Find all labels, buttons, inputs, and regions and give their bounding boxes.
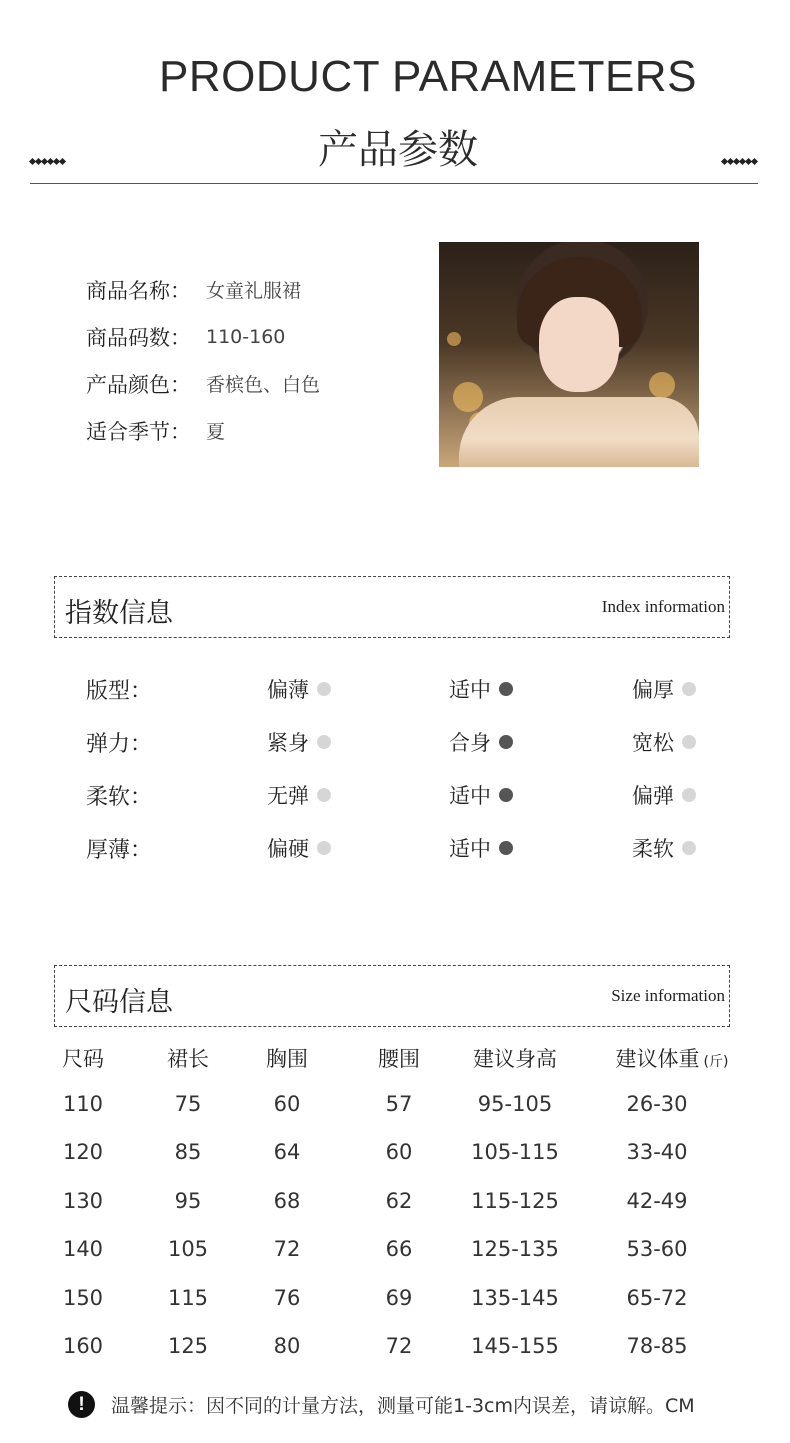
selected-dot-icon xyxy=(499,788,513,802)
param-value: 夏 xyxy=(206,421,226,443)
table-row xyxy=(54,1324,744,1373)
param-key: 商品码数： xyxy=(86,325,191,350)
index-option xyxy=(449,727,513,757)
index-option-label: 偏硬 xyxy=(267,837,309,861)
index-option-label: 柔软 xyxy=(632,837,674,861)
index-row xyxy=(86,821,726,874)
table-row xyxy=(54,1227,744,1276)
index-row xyxy=(86,662,726,715)
param-row-color xyxy=(86,360,320,407)
size-table xyxy=(54,1033,744,1373)
index-option-label: 合身 xyxy=(449,731,491,755)
table-cell: 69 xyxy=(385,1285,413,1310)
index-option xyxy=(267,833,331,863)
size-notice xyxy=(68,1391,695,1418)
selected-dot-icon xyxy=(499,682,513,696)
table-cell: 105 xyxy=(167,1237,209,1261)
table-cell: 64 xyxy=(273,1140,301,1164)
index-option xyxy=(267,727,331,757)
table-cell: 68 xyxy=(273,1188,301,1213)
table-cell: 115-125 xyxy=(471,1188,559,1213)
size-header-label: 尺码 xyxy=(62,1047,104,1071)
index-label: 柔软： xyxy=(86,785,153,810)
index-option xyxy=(449,674,513,704)
table-cell: 95-105 xyxy=(477,1091,553,1116)
table-row xyxy=(54,1179,744,1228)
index-label: 版型： xyxy=(86,679,153,704)
table-cell: 80 xyxy=(273,1334,301,1358)
table-row xyxy=(54,1276,744,1325)
selected-dot-icon xyxy=(499,841,513,855)
param-value: 香槟色、白色 xyxy=(206,374,321,396)
size-header-label: 腰围 xyxy=(378,1047,420,1071)
dot-icon xyxy=(682,682,696,696)
size-section-header xyxy=(54,965,730,1027)
index-section-title: 指数信息 xyxy=(65,598,173,629)
dot-icon xyxy=(682,788,696,802)
table-cell: 60 xyxy=(273,1091,301,1116)
param-key: 商品名称： xyxy=(86,278,191,303)
size-header-cell xyxy=(378,1043,420,1073)
size-header-label: 建议体重 xyxy=(615,1047,700,1071)
size-header-label: 胸围 xyxy=(266,1047,308,1071)
table-cell: 95 xyxy=(174,1188,202,1213)
index-option-label: 适中 xyxy=(449,678,491,702)
table-cell: 62 xyxy=(385,1188,413,1213)
size-table-header xyxy=(54,1033,744,1082)
index-option-label: 紧身 xyxy=(267,731,309,755)
warning-icon: ! xyxy=(68,1391,95,1418)
index-option xyxy=(632,780,696,810)
param-key: 产品颜色： xyxy=(86,372,191,397)
index-option-label: 无弹 xyxy=(267,784,309,808)
index-section-header xyxy=(54,576,730,638)
table-cell: 85 xyxy=(174,1140,202,1164)
table-cell: 66 xyxy=(385,1237,413,1261)
table-cell: 60 xyxy=(385,1140,413,1164)
table-cell: 26-30 xyxy=(626,1091,688,1116)
table-cell: 125-135 xyxy=(471,1237,559,1261)
table-cell: 75 xyxy=(174,1091,202,1116)
param-value: 女童礼服裙 xyxy=(206,280,302,302)
table-row xyxy=(54,1082,744,1131)
page-title-cn: 产品参数 xyxy=(318,127,478,173)
table-cell: 78-85 xyxy=(626,1334,688,1358)
header-divider xyxy=(30,183,758,184)
index-row xyxy=(86,768,726,821)
size-header-label: 裙长 xyxy=(167,1047,209,1071)
table-cell: 105-115 xyxy=(471,1140,559,1164)
product-photo xyxy=(439,242,699,467)
param-row-size xyxy=(86,313,320,360)
param-row-name xyxy=(86,266,320,313)
table-cell: 57 xyxy=(385,1091,413,1116)
param-key: 适合季节： xyxy=(86,419,191,444)
selected-dot-icon xyxy=(499,735,513,749)
index-row xyxy=(86,715,726,768)
index-option-label: 适中 xyxy=(449,837,491,861)
size-section-subtitle: Size information xyxy=(611,986,725,1005)
table-cell: 145-155 xyxy=(471,1334,559,1358)
index-option xyxy=(449,780,513,810)
index-option-label: 宽松 xyxy=(632,731,674,755)
dot-icon xyxy=(317,841,331,855)
index-label: 厚薄： xyxy=(86,838,153,863)
index-label: 弹力： xyxy=(86,732,153,757)
index-option xyxy=(267,674,331,704)
size-header-cell xyxy=(616,1043,729,1073)
table-cell: 72 xyxy=(273,1237,301,1261)
table-cell: 125 xyxy=(167,1334,209,1358)
table-cell: 76 xyxy=(273,1285,301,1310)
dot-icon xyxy=(317,735,331,749)
index-grid xyxy=(86,662,726,874)
dots-ornament-left xyxy=(30,159,65,164)
dot-icon xyxy=(317,788,331,802)
table-cell: 160 xyxy=(62,1334,104,1358)
table-cell: 72 xyxy=(385,1334,413,1358)
table-row xyxy=(54,1130,744,1179)
index-option-label: 偏厚 xyxy=(632,678,674,702)
index-option xyxy=(632,833,696,863)
table-cell: 33-40 xyxy=(626,1140,688,1164)
table-cell: 110 xyxy=(62,1091,104,1116)
dot-icon xyxy=(682,735,696,749)
param-row-season xyxy=(86,407,320,454)
index-option-label: 适中 xyxy=(449,784,491,808)
index-option-label: 偏薄 xyxy=(267,678,309,702)
index-option-label: 偏弹 xyxy=(632,784,674,808)
dot-icon xyxy=(317,682,331,696)
index-option xyxy=(632,674,696,704)
index-option xyxy=(632,727,696,757)
weight-unit: (斤) xyxy=(703,1054,729,1070)
param-value: 110-160 xyxy=(206,325,286,348)
notice-text: 温馨提示：因不同的计量方法，测量可能1-3cm内误差，请谅解。CM xyxy=(111,1395,695,1417)
table-cell: 65-72 xyxy=(626,1285,688,1310)
table-cell: 135-145 xyxy=(471,1285,559,1310)
table-cell: 140 xyxy=(62,1237,104,1261)
dot-icon xyxy=(682,841,696,855)
size-header-cell xyxy=(167,1043,209,1073)
page-title-en: PRODUCT PARAMETERS xyxy=(159,52,697,101)
size-header-cell xyxy=(62,1043,104,1073)
size-header-label: 建议身高 xyxy=(473,1047,557,1071)
product-params xyxy=(86,266,320,454)
table-cell: 120 xyxy=(62,1140,104,1164)
table-cell: 42-49 xyxy=(626,1188,688,1213)
size-header-cell xyxy=(266,1043,308,1073)
index-section-subtitle: Index information xyxy=(601,597,725,616)
table-cell: 130 xyxy=(62,1188,104,1213)
table-cell: 115 xyxy=(167,1285,209,1310)
dots-ornament-right xyxy=(722,159,757,164)
size-section-title: 尺码信息 xyxy=(65,987,173,1018)
table-cell: 53-60 xyxy=(626,1237,688,1261)
table-cell: 150 xyxy=(62,1285,104,1310)
index-option xyxy=(267,780,331,810)
size-header-cell xyxy=(473,1043,557,1073)
index-option xyxy=(449,833,513,863)
